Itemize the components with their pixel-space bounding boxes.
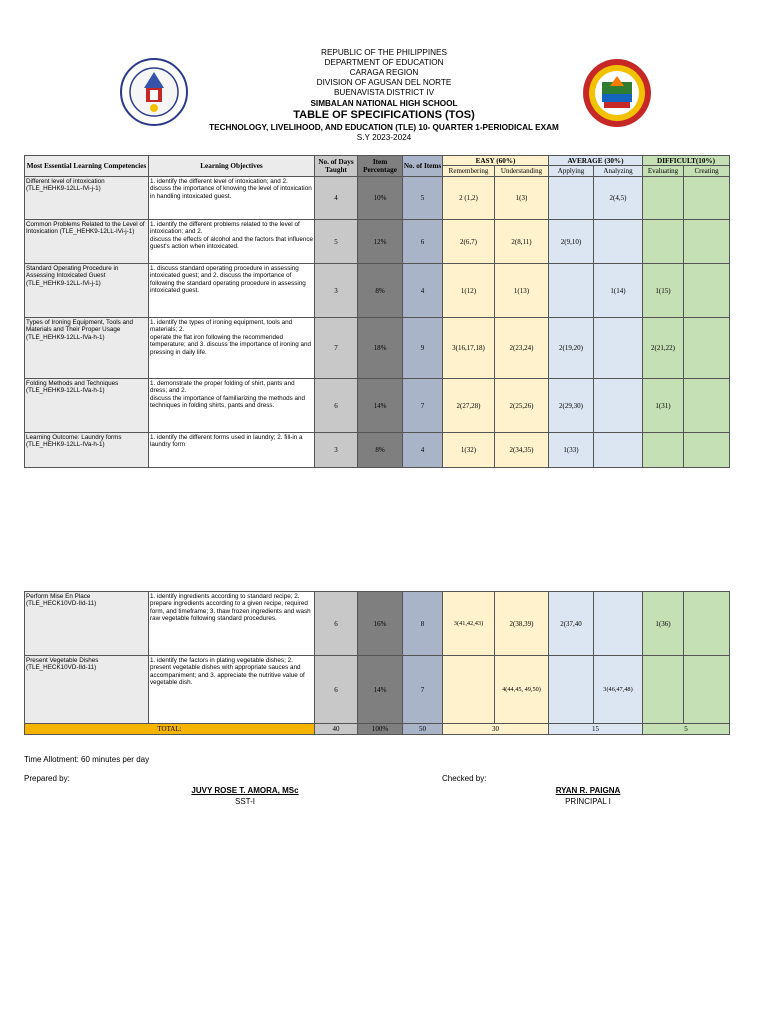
creating-cell: [684, 656, 730, 724]
creating-cell: [684, 318, 730, 379]
header-creating: Creating: [684, 166, 730, 177]
objectives-cell: 1. identify ingredients according to standard recipe; 2. prepare ingredients according to a given recipe, required form, and timeframe; 3. thaw frozen ingredients and wash raw vegetable following standard procedures.: [149, 592, 315, 656]
analyzing-cell: [594, 592, 643, 656]
percentage-cell: 14%: [358, 379, 403, 433]
header-percentage: Item Percentage: [358, 156, 403, 177]
header-line-2: DEPARTMENT OF EDUCATION: [324, 58, 444, 67]
doc-subtitle: TECHNOLOGY, LIVELIHOOD, AND EDUCATION (TLE) 10- QUARTER 1-PERIODICAL EXAM: [209, 123, 559, 132]
applying-cell: [549, 656, 594, 724]
days-cell: 6: [315, 592, 358, 656]
evaluating-cell: 1(15): [643, 264, 684, 318]
competency-cell: Present Vegetable Dishes (TLE_HECK10VD-IId-11): [25, 656, 149, 724]
applying-cell: [549, 264, 594, 318]
days-cell: 6: [315, 656, 358, 724]
items-cell: 6: [403, 220, 443, 264]
prepared-title: SST-I: [234, 797, 255, 806]
prepared-name: JUVY ROSE T. AMORA, MSc: [191, 786, 299, 795]
table-row: [25, 433, 730, 468]
creating-cell: [684, 379, 730, 433]
header-average: AVERAGE (30%): [549, 156, 643, 166]
table-row: [25, 656, 730, 724]
tos-table-continued: [24, 591, 730, 735]
understanding-cell: 2(38,39): [495, 592, 549, 656]
prepared-label: Prepared by:: [24, 774, 70, 783]
remembering-cell: 1(32): [443, 433, 495, 468]
evaluating-cell: 2(21,22): [643, 318, 684, 379]
table-row: [25, 318, 730, 379]
analyzing-cell: 3(46,47,48): [594, 656, 643, 724]
remembering-cell: 2(6,7): [443, 220, 495, 264]
time-allotment: Time Allotment: 60 minutes per day: [24, 755, 150, 764]
total-average: 15: [549, 724, 643, 735]
header-line-5: BUENAVISTA DISTRICT IV: [333, 88, 435, 97]
analyzing-cell: [594, 318, 643, 379]
percentage-cell: 8%: [358, 433, 403, 468]
competency-cell: Learning Outcome: Laundry forms (TLE_HEHK9-12LL-IVa-h-1): [25, 433, 149, 468]
remembering-cell: 3(16,17,18): [443, 318, 495, 379]
checked-name: RYAN R. PAIGNA: [555, 786, 621, 795]
header-days: No. of Days Taught: [315, 156, 358, 177]
applying-cell: 2(37,40: [549, 592, 594, 656]
header-objectives: Learning Objectives: [149, 156, 315, 177]
days-cell: 6: [315, 379, 358, 433]
days-cell: 4: [315, 177, 358, 220]
remembering-cell: 3(41,42,43): [443, 592, 495, 656]
total-easy: 30: [443, 724, 549, 735]
checked-title: PRINCIPAL I: [565, 797, 611, 806]
objectives-cell: 1. identify the factors in plating vegetable dishes; 2. present vegetable dishes with appropriate sauces and accompaniment; and 3. appreciate the nutritive value of vegetable dish.: [149, 656, 315, 724]
analyzing-cell: [594, 379, 643, 433]
competency-cell: Folding Methods and Techniques (TLE_HEHK9-12LL-IVa-h-1): [25, 379, 149, 433]
evaluating-cell: 1(36): [643, 592, 684, 656]
header-evaluating: Evaluating: [643, 166, 684, 177]
total-percentage: 100%: [358, 724, 403, 735]
evaluating-cell: [643, 177, 684, 220]
items-cell: 7: [403, 379, 443, 433]
objectives-cell: 1. discuss standard operating procedure in assessing intoxicated guest; and 2. discuss the importance of following the standard operating procedure in assessing intoxicated guest.: [149, 264, 315, 318]
doc-title: TABLE OF SPECIFICATIONS (TOS): [293, 109, 475, 121]
evaluating-cell: [643, 433, 684, 468]
days-cell: 3: [315, 433, 358, 468]
percentage-cell: 12%: [358, 220, 403, 264]
days-cell: 5: [315, 220, 358, 264]
understanding-cell: 2(23,24): [495, 318, 549, 379]
percentage-cell: 16%: [358, 592, 403, 656]
objectives-cell: 1. identify the different problems related to the level of intoxication; and 2. discuss the effects of alcohol and the factors that influence guest's action when intoxicated.: [149, 220, 315, 264]
header-competencies: Most Essential Learning Competencies: [25, 156, 149, 177]
remembering-cell: 2 (1,2): [443, 177, 495, 220]
items-cell: 4: [403, 264, 443, 318]
applying-cell: 2(29,30): [549, 379, 594, 433]
school-name: SIMBALAN NATIONAL HIGH SCHOOL: [310, 99, 458, 108]
percentage-cell: 10%: [358, 177, 403, 220]
understanding-cell: 1(13): [495, 264, 549, 318]
competency-cell: Common Problems Related to the Level of Intoxication (TLE_HEHK9-12LL-IVi-j-1): [25, 220, 149, 264]
header-line-4: DIVISION OF AGUSAN DEL NORTE: [316, 78, 452, 87]
checked-label: Checked by:: [442, 774, 487, 783]
table-row: [25, 220, 730, 264]
items-cell: 7: [403, 656, 443, 724]
applying-cell: 2(9,10): [549, 220, 594, 264]
objectives-cell: 1. identify the types of ironing equipment, tools and materials; 2. operate the flat iron following the recommended temperature; and 3. discuss the importance of ironing and pressing in daily life.: [149, 318, 315, 379]
tos-table: [24, 155, 730, 468]
table-row: [25, 592, 730, 656]
header-remembering: Remembering: [443, 166, 495, 177]
analyzing-cell: 2(4,5): [594, 177, 643, 220]
understanding-cell: 2(34,35): [495, 433, 549, 468]
total-difficult: 5: [643, 724, 730, 735]
table-row: [25, 264, 730, 318]
header-difficult: DIFFICULT(10%): [643, 156, 730, 166]
applying-cell: [549, 177, 594, 220]
competency-cell: Different level of intoxication (TLE_HEHK9-12LL-IVi-j-1): [25, 177, 149, 220]
analyzing-cell: [594, 433, 643, 468]
school-year: S.Y 2023-2024: [356, 133, 412, 142]
header-items: No. of Items: [403, 156, 443, 177]
objectives-cell: 1. demonstrate the proper folding of shirt, pants and dress; and 2. discuss the importance of familiarizing the methods and techniques in folding shirts, pants and dress.: [149, 379, 315, 433]
creating-cell: [684, 264, 730, 318]
understanding-cell: 2(8,11): [495, 220, 549, 264]
percentage-cell: 8%: [358, 264, 403, 318]
remembering-cell: 1(12): [443, 264, 495, 318]
header-applying: Applying: [549, 166, 594, 177]
analyzing-cell: [594, 220, 643, 264]
table-row: [25, 379, 730, 433]
creating-cell: [684, 433, 730, 468]
analyzing-cell: 1(14): [594, 264, 643, 318]
understanding-cell: 4(44,45, 49,50): [495, 656, 549, 724]
percentage-cell: 14%: [358, 656, 403, 724]
total-days: 40: [315, 724, 358, 735]
header-easy: EASY (60%): [443, 156, 549, 166]
header-analyzing: Analyzing: [594, 166, 643, 177]
applying-cell: 2(19,20): [549, 318, 594, 379]
percentage-cell: 18%: [358, 318, 403, 379]
total-row: [25, 724, 730, 735]
items-cell: 5: [403, 177, 443, 220]
understanding-cell: 1(3): [495, 177, 549, 220]
header-line-3: CARAGA REGION: [349, 68, 419, 77]
remembering-cell: 2(27,28): [443, 379, 495, 433]
items-cell: 8: [403, 592, 443, 656]
items-cell: 9: [403, 318, 443, 379]
objectives-cell: 1. identify the different level of intoxication; and 2. discuss the importance of knowing the level of intoxication in handling intoxicated guest.: [149, 177, 315, 220]
evaluating-cell: 1(31): [643, 379, 684, 433]
objectives-cell: 1. identify the different forms used in laundry; 2. fill-in a laundry form: [149, 433, 315, 468]
applying-cell: 1(33): [549, 433, 594, 468]
competency-cell: Standard Operating Procedure in Assessing Intoxicated Guest (TLE_HEHK9-12LL-IVi-j-1): [25, 264, 149, 318]
table-row: [25, 177, 730, 220]
evaluating-cell: [643, 220, 684, 264]
total-items: 50: [403, 724, 443, 735]
competency-cell: Perform Mise En Place (TLE_HECK10VD-IId-11): [25, 592, 149, 656]
days-cell: 3: [315, 264, 358, 318]
days-cell: 7: [315, 318, 358, 379]
header-line-1: REPUBLIC OF THE PHILIPPINES: [321, 48, 447, 57]
creating-cell: [684, 592, 730, 656]
understanding-cell: 2(25,26): [495, 379, 549, 433]
total-label: TOTAL:: [25, 724, 315, 735]
competency-cell: Types of Ironing Equipment, Tools and Materials and Their Proper Usage (TLE_HEHK9-12LL-IVa-h-1): [25, 318, 149, 379]
evaluating-cell: [643, 656, 684, 724]
remembering-cell: [443, 656, 495, 724]
header-understanding: Understanding: [495, 166, 549, 177]
creating-cell: [684, 177, 730, 220]
creating-cell: [684, 220, 730, 264]
items-cell: 4: [403, 433, 443, 468]
